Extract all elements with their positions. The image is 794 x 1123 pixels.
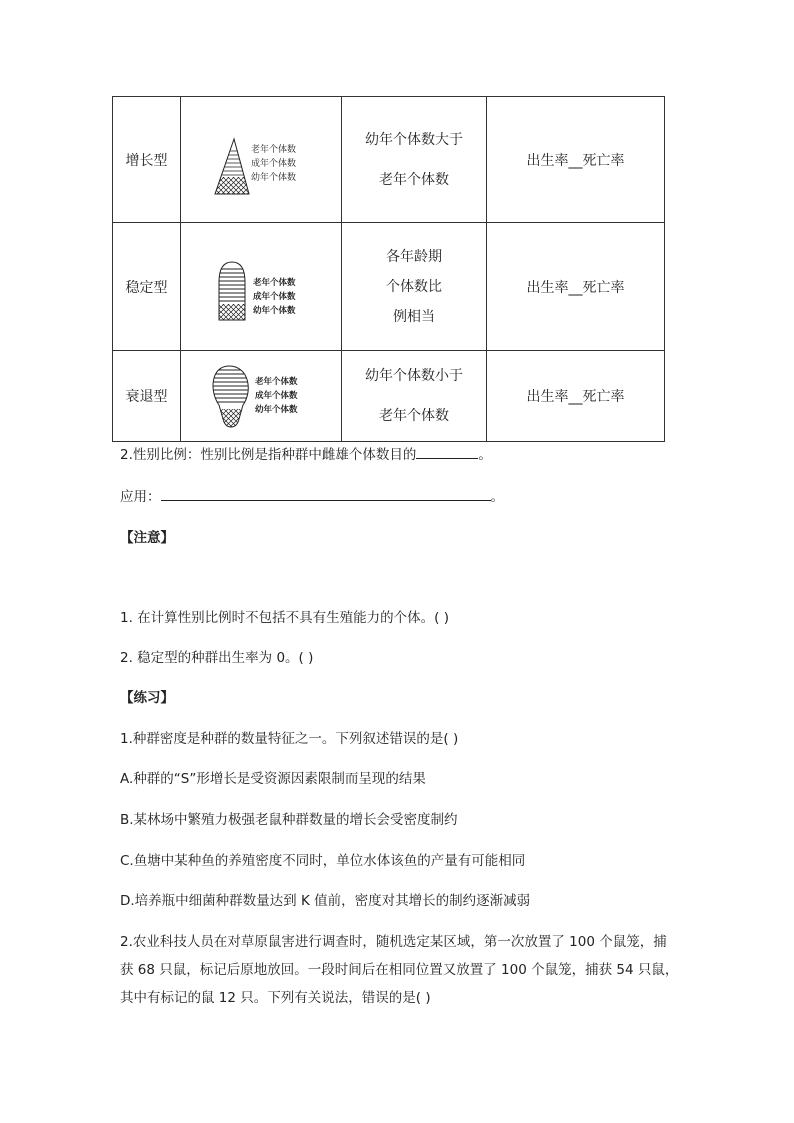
question-2-line: 获 68 只鼠，标记后原地放回。一段时间后在相同位置又放置了 100 个鼠笼，捕获 54 只鼠， — [120, 962, 679, 978]
figure-label-young: 幼年个体数 — [251, 172, 297, 183]
question-1-option-d: D.培养瓶中细菌种群数量达到 K 值前，密度对其增长的制约逐渐减弱 — [120, 893, 531, 909]
type-cell: 衰退型 — [113, 351, 181, 442]
rate-cell: 出生率__死亡率 — [487, 351, 665, 442]
table-row-growth — [113, 97, 665, 223]
question-2-line: 其中有标记的鼠 12 只。下列有关说法，错误的是( ) — [120, 990, 431, 1006]
sentence-end: 。 — [490, 489, 504, 505]
table-row-decline — [113, 351, 665, 442]
figure-label-young: 幼年个体数 — [253, 305, 296, 316]
figure-label-old: 老年个体数 — [253, 277, 296, 288]
figure-labels — [251, 143, 296, 185]
age-line: 个体数比 — [386, 278, 442, 295]
figure-labels — [253, 276, 296, 318]
age-line: 例相当 — [393, 308, 435, 325]
figure-label-old: 老年个体数 — [255, 377, 298, 387]
age-structure-table — [112, 96, 665, 442]
figure-label-adult: 成年个体数 — [251, 158, 297, 169]
application-line — [120, 485, 504, 505]
figure-cell — [181, 223, 342, 351]
sex-ratio-text: 2.性别比例：性别比例是指种群中雌雄个体数目的 — [120, 447, 417, 463]
age-description-cell — [342, 223, 487, 351]
age-line: 幼年个体数小于 — [365, 368, 463, 384]
figure-label-old: 老年个体数 — [251, 144, 297, 155]
question-1-stem: 1.种群密度是种群的数量特征之一。下列叙述错误的是( ) — [120, 731, 459, 747]
practice-heading: 【练习】 — [120, 690, 174, 706]
question-2-line: 2.农业科技人员在对草原鼠害进行调查时，随机选定某区域，第一次放置了 100 个鼠笼，捕 — [120, 934, 667, 950]
stable-pyramid-figure — [181, 252, 341, 322]
fill-blank — [416, 445, 478, 459]
age-description-cell — [342, 351, 487, 442]
question-1-option-a: A.种群的“S”形增长是受资源因素限制而呈现的结果 — [120, 771, 426, 787]
figure-cell — [181, 351, 342, 442]
decline-pyramid-figure — [181, 361, 341, 431]
sex-ratio-line — [120, 443, 492, 463]
note-item: 1. 在计算性别比例时不包括不具有生殖能力的个体。( ) — [120, 610, 449, 626]
growth-pyramid-figure — [181, 125, 341, 195]
type-cell: 增长型 — [113, 97, 181, 223]
application-label: 应用： — [120, 489, 161, 505]
age-line: 老年个体数 — [379, 408, 449, 424]
age-line: 各年龄期 — [386, 248, 442, 265]
figure-label-adult: 成年个体数 — [255, 391, 298, 401]
fill-blank — [161, 487, 491, 501]
question-1-option-c: C.鱼塘中某种鱼的养殖密度不同时，单位水体该鱼的产量有可能相同 — [120, 853, 526, 869]
note-heading: 【注意】 — [120, 530, 174, 546]
table-row-stable — [113, 223, 665, 351]
note-item: 2. 稳定型的种群出生率为 0。( ) — [120, 650, 314, 666]
question-1-option-b: B.某林场中繁殖力极强老鼠种群数量的增长会受密度制约 — [120, 812, 458, 828]
figure-cell — [181, 97, 342, 223]
rate-cell: 出生率__死亡率 — [487, 97, 665, 223]
age-description-cell — [342, 97, 487, 223]
sentence-end: 。 — [478, 447, 492, 463]
age-line: 幼年个体数大于 — [365, 131, 463, 148]
figure-label-young: 幼年个体数 — [255, 405, 298, 415]
figure-label-adult: 成年个体数 — [253, 291, 296, 302]
figure-labels — [255, 375, 298, 417]
age-line: 老年个体数 — [379, 171, 449, 188]
type-cell: 稳定型 — [113, 223, 181, 351]
rate-cell: 出生率__死亡率 — [487, 223, 665, 351]
